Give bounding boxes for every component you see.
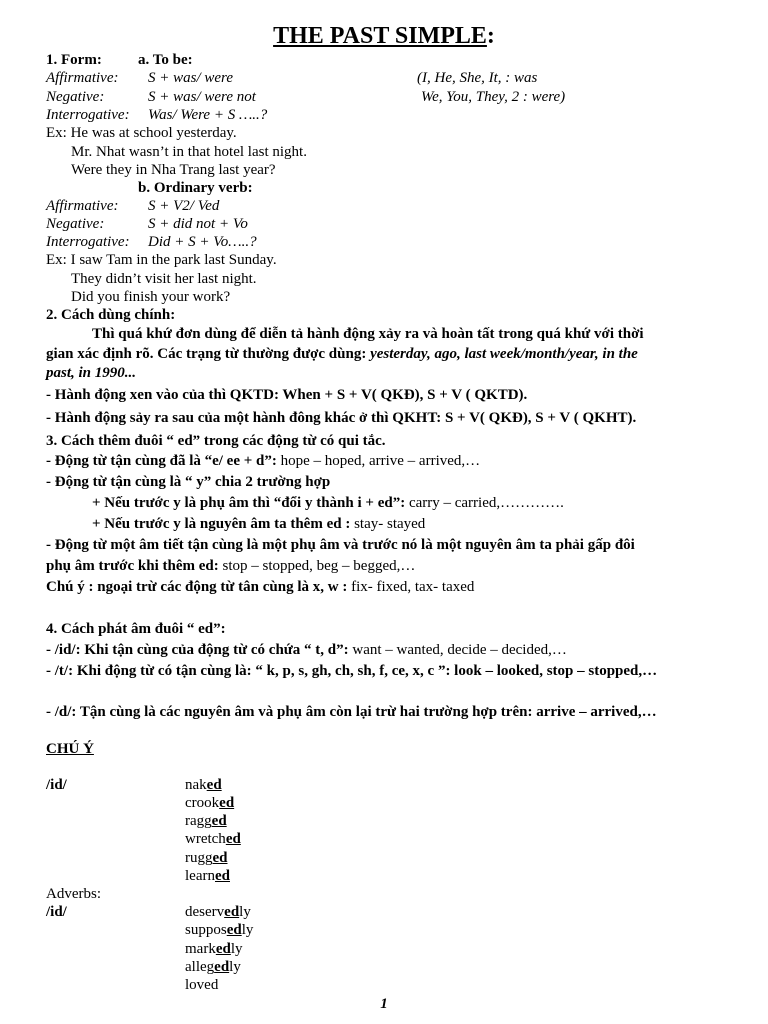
affirmative-formula: S + V2/ Ved bbox=[148, 198, 220, 214]
usage-paragraph-line bbox=[46, 345, 638, 363]
word-item: ragged bbox=[185, 813, 227, 829]
title-colon: : bbox=[486, 23, 495, 49]
example-line: Ex: I saw Tam in the park last Sunday. bbox=[46, 252, 277, 268]
rule-text: carry – carried,…………. bbox=[405, 495, 564, 511]
section-1a-heading: a. To be: bbox=[138, 52, 193, 68]
adverb-item: deservedly bbox=[185, 904, 251, 920]
subject-note-2: We, You, They, 2 : were) bbox=[421, 89, 566, 105]
section-1b-heading: b. Ordinary verb: bbox=[138, 180, 253, 196]
interrogative-formula: Did + S + Vo…..? bbox=[148, 234, 257, 250]
rule-line bbox=[46, 557, 415, 575]
rule-line: - Động từ tận cùng là “ y” chia 2 trường hợp bbox=[46, 474, 331, 490]
example-line: Mr. Nhat wasn’t in that hotel last night. bbox=[71, 144, 307, 160]
example-line: Were they in Nha Trang last year? bbox=[71, 162, 276, 178]
pronunciation-d: - /d/: Tận cùng là các nguyên âm và phụ âm còn lại trừ hai trường hợp trên: arrive – arrived,… bbox=[46, 704, 657, 720]
negative-formula: S + was/ were not bbox=[148, 89, 256, 105]
negative-formula: S + did not + Vo bbox=[148, 216, 248, 232]
affirmative-label: Affirmative: bbox=[46, 198, 119, 214]
rule-text: fix- fixed, tax- taxed bbox=[347, 579, 475, 595]
usage-adverbs: yesterday, ago, last week/month/year, in the bbox=[370, 346, 638, 362]
rule-note bbox=[46, 578, 474, 596]
rule-bold: Chú ý : ngoại trừ các động từ tân cùng là x, w : bbox=[46, 579, 348, 595]
example-line: They didn’t visit her last night. bbox=[71, 271, 257, 287]
rule-bold: - Động từ tận cùng đã là “e/ ee + d”: bbox=[46, 453, 277, 469]
negative-label: Negative: bbox=[46, 89, 105, 105]
adverb-item: allegedly bbox=[185, 959, 241, 975]
affirmative-label: Affirmative: bbox=[46, 70, 119, 86]
usage-bullet: - Hành động xen vào của thì QKTD: When + S + V( QKĐ), S + V ( QKTD). bbox=[46, 387, 528, 403]
section-4-heading: 4. Cách phát âm đuôi “ ed”: bbox=[46, 621, 226, 637]
interrogative-formula: Was/ Were + S …..? bbox=[148, 107, 268, 123]
page-number: 1 bbox=[380, 996, 388, 1012]
pronunciation-id bbox=[46, 641, 567, 659]
interrogative-label: Interrogative: bbox=[46, 234, 130, 250]
rule-text: want – wanted, decide – decided,… bbox=[348, 642, 567, 658]
usage-paragraph-line: Thì quá khứ đơn dùng để diễn tả hành động xảy ra và hoàn tất trong quá khứ với thời bbox=[92, 326, 644, 342]
rule-line bbox=[92, 515, 425, 533]
rule-bold: phụ âm trước khi thêm ed: bbox=[46, 558, 219, 574]
usage-paragraph-line: past, in 1990... bbox=[46, 365, 137, 381]
interrogative-label: Interrogative: bbox=[46, 107, 130, 123]
pronunciation-t: - /t/: Khi động từ có tận cùng là: “ k, p, s, gh, ch, sh, f, ce, x, c ”: look – looked, stop – stopped,… bbox=[46, 663, 658, 679]
adverb-item: markedly bbox=[185, 941, 243, 957]
negative-label: Negative: bbox=[46, 216, 105, 232]
word-item: naked bbox=[185, 777, 222, 793]
section-2-heading: 2. Cách dùng chính: bbox=[46, 307, 176, 323]
id-label: /id/ bbox=[46, 904, 67, 920]
example-line: Did you finish your work? bbox=[71, 289, 231, 305]
adverb-item: supposedly bbox=[185, 922, 254, 938]
usage-bullet: - Hành động sảy ra sau của một hành đông khác ở thì QKHT: S + V( QKĐ), S + V ( QKHT). bbox=[46, 410, 637, 426]
page-title bbox=[0, 22, 768, 50]
rule-bold: + Nếu trước y là phụ âm thì “đổi y thành i + ed”: bbox=[92, 495, 406, 511]
adverb-item: loved bbox=[185, 977, 219, 993]
section-1-heading: 1. Form: bbox=[46, 52, 102, 68]
rule-line bbox=[46, 452, 480, 470]
example-line: Ex: He was at school yesterday. bbox=[46, 125, 237, 141]
rule-line: - Động từ một âm tiết tận cùng là một phụ âm và trước nó là một nguyên âm ta phải gấp đôi bbox=[46, 537, 635, 553]
rule-line bbox=[92, 494, 564, 512]
word-item: wretched bbox=[185, 831, 241, 847]
rule-text: stop – stopped, beg – begged,… bbox=[218, 558, 416, 574]
affirmative-formula: S + was/ were bbox=[148, 70, 233, 86]
note-heading: CHÚ Ý bbox=[46, 741, 94, 757]
subject-note-1: (I, He, She, It, : was bbox=[417, 70, 538, 86]
word-item: learned bbox=[185, 868, 230, 884]
rule-text: stay- stayed bbox=[350, 516, 426, 532]
title-text: THE PAST SIMPLE bbox=[273, 23, 487, 49]
rule-text: hope – hoped, arrive – arrived,… bbox=[276, 453, 481, 469]
section-3-heading: 3. Cách thêm đuôi “ ed” trong các động từ có qui tắc. bbox=[46, 433, 386, 449]
word-item: crooked bbox=[185, 795, 235, 811]
rule-bold: + Nếu trước y là nguyên âm ta thêm ed : bbox=[92, 516, 351, 532]
usage-text: gian xác định rõ. Các trạng từ thường được dùng: bbox=[46, 346, 371, 362]
rule-bold: - /id/: Khi tận cùng của động từ có chứa “ t, d”: bbox=[46, 642, 349, 658]
id-label: /id/ bbox=[46, 777, 67, 793]
word-item: rugged bbox=[185, 850, 228, 866]
adverbs-label: Adverbs: bbox=[46, 886, 101, 902]
